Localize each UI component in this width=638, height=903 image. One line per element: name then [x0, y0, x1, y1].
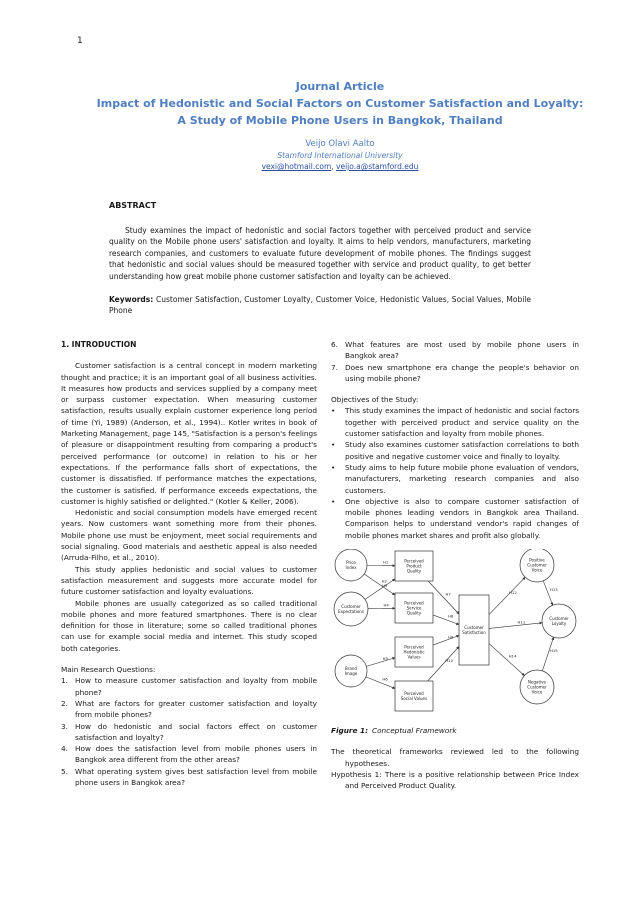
hypothesis-label: H15	[550, 648, 558, 654]
framework-node-label: Quality	[406, 568, 422, 574]
article-kind: Journal Article	[295, 80, 385, 93]
abstract-heading: ABSTRACT	[109, 201, 157, 210]
hypotheses-intro: The theoretical frameworks reviewed led to the following hypotheses.	[331, 747, 579, 768]
framework-node-label: Brand	[345, 665, 357, 671]
list-item: 3. How do hedonistic and social factors effect on customer satisfaction and loyalty?	[61, 721, 317, 742]
hypothesis-label: H5	[382, 656, 388, 662]
framework-arrow	[489, 577, 525, 614]
right-column	[331, 339, 579, 792]
framework-node-label: Perceived	[404, 690, 424, 696]
framework-node-label: Image	[344, 670, 358, 676]
figure-caption-label: Figure 1:	[331, 726, 368, 736]
hypothesis-label: H12	[509, 589, 517, 595]
framework-arrow	[489, 623, 542, 629]
framework-node-label: Expectations	[338, 608, 364, 614]
framework-node-label: Customer	[341, 603, 361, 609]
framework-node-label: Perceived	[404, 558, 424, 564]
framework-node-label: Customer	[527, 684, 547, 690]
framework-node-label: Customer	[527, 562, 547, 568]
hypothesis-1: Hypothesis 1: There is a positive relationship between Price Index and Perceived Product Quality.	[331, 769, 579, 791]
abstract-section	[109, 200, 531, 317]
framework-arrow	[365, 579, 395, 599]
framework-node-label: Index	[345, 564, 357, 570]
hypothesis-label: H9	[448, 634, 454, 640]
intro-paragraph-4: Mobile phones are usually categorized as so called traditional mobile phones and more featured smartphones. There is no clear definition for those in literature; some so called traditional phones can use for example social media and internet. This study scoped both categories.	[61, 598, 317, 653]
intro-paragraph-3: This study applies hedonistic and social values to customer satisfaction measurement and suggests more accurate model for future customer satisfaction and loyalty evaluations.	[61, 564, 317, 597]
objectives-heading: Objectives of the Study:	[331, 395, 419, 405]
framework-arrow	[366, 677, 395, 689]
email-link-2[interactable]: veijo.a@stamford.edu	[336, 162, 419, 171]
list-item: • Study also examines customer satisfaction correlations to both positive and negative customer voice and finally to loyalty.	[331, 440, 579, 461]
framework-node-label: Social Values	[400, 695, 428, 701]
hypothesis-label: H1	[382, 559, 389, 565]
hypothesis-label: H7	[445, 591, 451, 597]
list-item: 7. Does new smartphone era change the people's behavior on using mobile phone?	[331, 362, 579, 383]
framework-arrow	[364, 574, 395, 595]
framework-node-label: Price	[346, 559, 356, 565]
framework-arrow	[543, 581, 553, 605]
list-item: 2. What are factors for greater customer satisfaction and loyalty from mobile phones?	[61, 698, 317, 720]
list-item: • One objective is also to compare customer satisfaction of mobile phones leading vendors in Bangkok area Thailand. Comparison helps to understand vendor's rapid changes of mobile phones market shares and profit also globally.	[331, 496, 579, 540]
keywords	[109, 294, 531, 317]
list-item: 1. How to measure customer satisfaction and loyalty from mobile phone?	[61, 676, 317, 697]
framework-node-label: Service	[406, 605, 422, 611]
list-item: • This study examines the impact of hedonistic and social factors together with perceived product and service quality on the customer satisfaction and loyalty from mobile phones.	[331, 406, 579, 439]
keywords-list: Customer Satisfaction, Customer Loyalty, Customer Voice, Hedonistic Values, Social Values, Mobile Phone	[109, 294, 531, 316]
hypothesis-label: H3	[382, 583, 388, 589]
list-item: 5. What operating system gives best satisfaction level from mobile phone users in Bangkok area?	[61, 766, 317, 787]
research-questions-heading: Main Research Questions:	[61, 665, 156, 675]
framework-node-label: Hedonistic	[403, 649, 425, 655]
framework-node-label: Loyalty	[551, 620, 567, 626]
keywords-label: Keywords:	[109, 294, 154, 304]
framework-node-label: Product	[406, 563, 422, 569]
framework-node-label: Customer	[549, 615, 569, 621]
author-name: Veijo Olavi Aalto	[305, 139, 375, 149]
article-title-line-2: A Study of Mobile Phone Users in Bangkok, Thailand	[177, 114, 503, 127]
research-questions-list-b	[331, 339, 579, 384]
hypothesis-label: H11	[517, 619, 526, 625]
framework-node-label: Voice	[531, 689, 543, 695]
framework-node-label: Perceived	[404, 600, 424, 606]
page-number: 1	[77, 36, 83, 46]
framework-node-label: Voice	[531, 567, 543, 573]
framework-node-label: Customer	[464, 624, 484, 630]
conceptual-framework-figure	[331, 549, 579, 721]
framework-arrow	[489, 644, 524, 676]
list-item: 4. How does the satisfaction level from mobile phones users in Bangkok area different from the other areas?	[61, 744, 317, 765]
hypothesis-label: H14	[508, 653, 517, 659]
figure-caption-text: Conceptual Framework	[372, 726, 457, 736]
research-questions-list-a	[61, 675, 317, 788]
abstract-body: Study examines the impact of hedonistic and social factors together with perceived product and service quality on the Mobile phone users' satisfaction and loyalty. It aims to help vendors, manufacturers, marketing research companies, and customers to evaluate future development of mobile phones. The findings suggest that hedonistic and social values should be measured together with service and product quality, to get better understanding how great mobile phone customer satisfaction and loyalty can be achieved.	[109, 225, 531, 281]
intro-heading: 1. INTRODUCTION	[61, 340, 137, 349]
framework-node-label: Perceived	[404, 644, 424, 650]
article-title-line-1: Impact of Hedonistic and Social Factors on Customer Satisfaction and Loyalty:	[96, 97, 584, 110]
hypothesis-label: H2	[381, 578, 387, 584]
hypothesis-label: H6	[382, 676, 388, 682]
intro-paragraph-2: Hedonistic and social consumption models have emerged recent years. Now customers want something more from their phones. Mobile phone use must be enjoyment, meet social requirements and social signaling. Good materials and aesthetic appeal is also needed (Arruda-Filho, et al., 2010).	[61, 508, 317, 563]
framework-node-label: Negative	[528, 679, 546, 685]
left-column	[61, 339, 317, 788]
email-link-1[interactable]: vexi@hotmail.com	[261, 162, 332, 171]
list-item: 6. What features are most used by mobile phone users in Bangkok area?	[331, 340, 579, 361]
framework-arrow	[433, 615, 459, 625]
email-separator: ,	[331, 162, 337, 171]
hypothesis-label: H8	[448, 613, 454, 619]
framework-arrow	[433, 636, 459, 646]
hypothesis-label: H4	[383, 602, 389, 608]
hypothesis-label: H10	[445, 657, 454, 663]
framework-node-label: Satisfaction	[462, 629, 486, 635]
title-block	[60, 78, 620, 172]
figure-caption	[331, 725, 579, 736]
framework-arrow	[366, 658, 395, 667]
intro-paragraph-1: Customer satisfaction is a central concept in modern marketing thought and practice; it is an important goal of all business activities. It measures how products and services supplied by a company meet or surpass customer expectation. When measuring customer satisfaction, results usually explain customer experience long period of time (Yi, 1989) (Anderson, et al., 1994).. Kotler writes in book of Marketing Management, page 145, "Satisfaction is a person's feelings of pleasure or disappointment resulting from comparing a product's perceived performance (or outcome) in relation to his or her expectations. If the performance falls short of expectations, the customer is dissatisfied. If performance matches the expectations, the customer is satisfied. If performance exceeds expectations, the customer is highly satisfied or delighted." (Kotler & Keller, 2006).	[61, 361, 317, 506]
hypothesis-label: H13	[550, 587, 558, 593]
framework-arrow	[542, 637, 553, 671]
framework-node-label: Positive	[529, 557, 545, 563]
framework-node-label: Quality	[406, 610, 422, 616]
author-affiliation: Stamford International University	[277, 151, 403, 160]
framework-diagram	[331, 549, 579, 721]
list-item: • Study aims to help future mobile phone evaluation of vendors, manufacturers, marketing research companies and also customers.	[331, 462, 579, 495]
framework-node-label: Values	[407, 654, 421, 660]
objectives-list	[331, 405, 579, 541]
author-emails	[60, 161, 620, 172]
